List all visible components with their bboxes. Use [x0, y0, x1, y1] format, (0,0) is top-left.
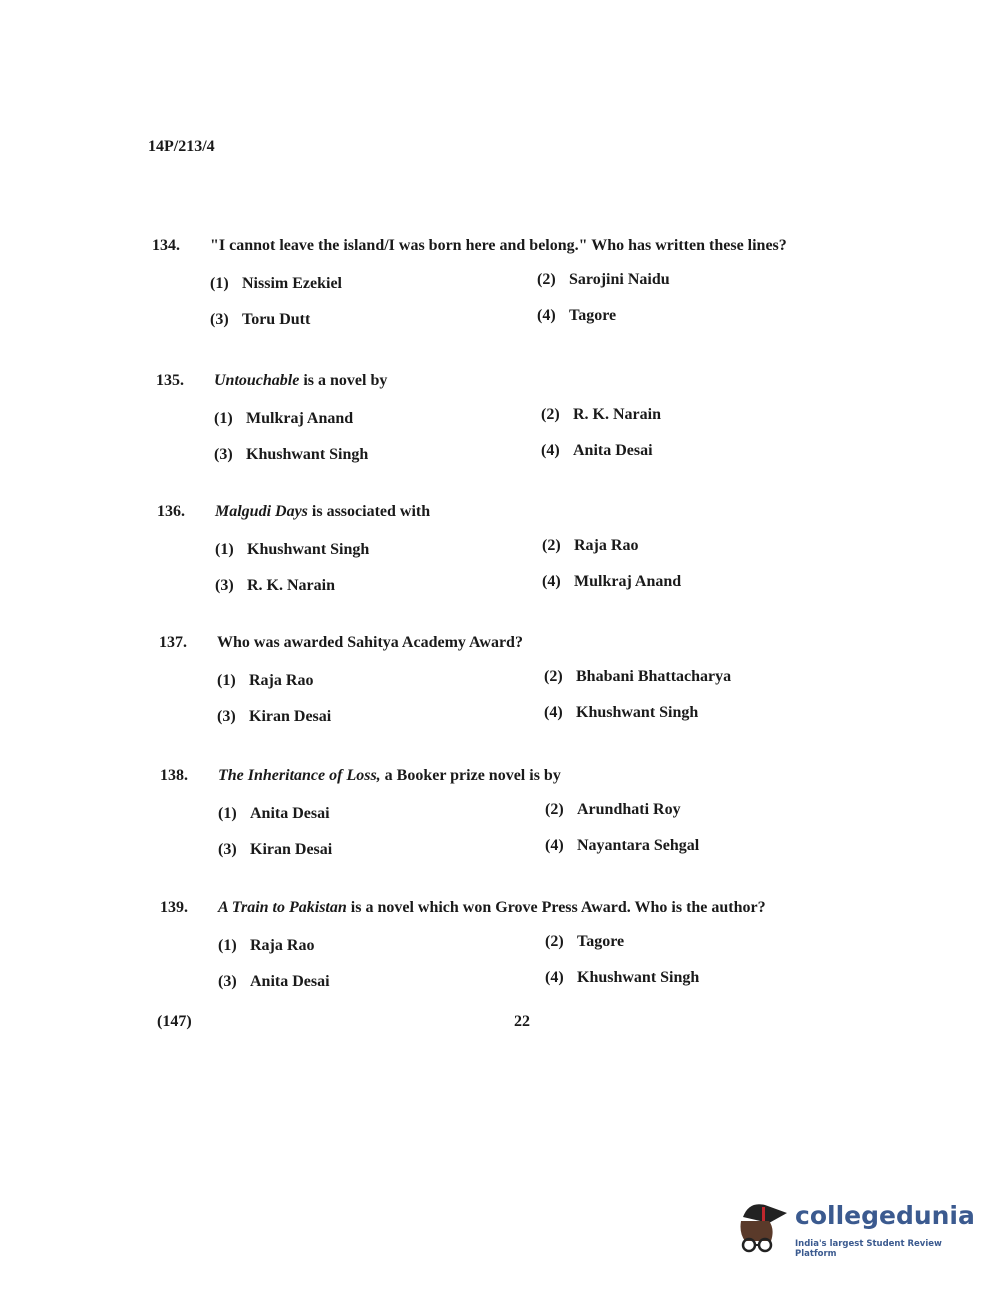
option-text: Raja Rao — [574, 537, 639, 554]
option-text: R. K. Narain — [573, 406, 661, 423]
footer-code: (147) — [157, 1013, 192, 1030]
option-text: Anita Desai — [573, 442, 653, 459]
question-134 — [152, 237, 892, 347]
option-number: (4) — [545, 837, 564, 854]
stem-title: A Train to Pakistan — [218, 899, 347, 916]
stem-title: Untouchable — [214, 372, 300, 389]
collegedunia-logo — [735, 1195, 975, 1265]
option-3 — [215, 577, 335, 595]
option-1 — [214, 410, 353, 428]
option-number: (3) — [218, 841, 237, 858]
question-number: 137. — [159, 634, 187, 651]
paper-code: 14P/213/4 — [148, 138, 215, 155]
stem-text: is a novel by — [299, 372, 388, 389]
option-number: (3) — [214, 446, 233, 463]
logo-wordmark: collegedunia — [795, 1201, 975, 1230]
question-137 — [159, 634, 899, 744]
option-4 — [537, 307, 616, 325]
question-138 — [160, 767, 900, 877]
option-1 — [215, 541, 369, 559]
option-number: (1) — [217, 672, 236, 689]
option-number: (1) — [214, 410, 233, 427]
option-number: (1) — [218, 937, 237, 954]
option-text: Khushwant Singh — [576, 704, 699, 721]
option-number: (1) — [210, 275, 229, 292]
option-number: (4) — [537, 307, 556, 324]
question-135 — [156, 372, 896, 482]
question-number: 138. — [160, 767, 188, 784]
question-number: 136. — [157, 503, 185, 520]
option-text: Mulkraj Anand — [574, 573, 682, 590]
option-text: Tagore — [577, 933, 625, 950]
question-stem — [210, 237, 787, 255]
option-text: Arundhati Roy — [577, 801, 681, 818]
option-number: (2) — [541, 406, 560, 423]
stem-text: "I cannot leave the island/I was born here and belong." Who has written these lines? — [210, 237, 787, 254]
question-139 — [160, 899, 900, 1009]
option-text: R. K. Narain — [247, 577, 335, 594]
stem-text: is associated with — [307, 503, 431, 520]
question-stem — [215, 503, 430, 521]
option-number: (2) — [544, 668, 563, 685]
option-text: Kiran Desai — [250, 841, 333, 858]
option-text: Nissim Ezekiel — [242, 275, 342, 292]
logo-tagline: India's largest Student Review Platform — [795, 1239, 942, 1259]
option-text: Anita Desai — [250, 805, 330, 822]
option-number: (3) — [215, 577, 234, 594]
option-number: (2) — [545, 801, 564, 818]
option-text: Mulkraj Anand — [246, 410, 354, 427]
option-number: (1) — [215, 541, 234, 558]
option-2 — [541, 406, 661, 424]
option-number: (3) — [217, 708, 236, 725]
question-stem — [218, 899, 766, 917]
option-text: Nayantara Sehgal — [577, 837, 700, 854]
question-stem — [218, 767, 561, 785]
option-1 — [217, 672, 313, 690]
option-text: Bhabani Bhattacharya — [576, 668, 732, 685]
option-text: Khushwant Singh — [246, 446, 369, 463]
option-4 — [542, 573, 681, 591]
option-number: (2) — [537, 271, 556, 288]
option-3 — [217, 708, 331, 726]
question-stem — [214, 372, 387, 390]
option-text: Kiran Desai — [249, 708, 332, 725]
option-2 — [537, 271, 670, 289]
option-4 — [541, 442, 653, 460]
stem-text: is a novel which won Grove Press Award. Who is the author? — [346, 899, 766, 916]
option-text: Khushwant Singh — [577, 969, 700, 986]
option-1 — [218, 805, 330, 823]
option-number: (3) — [210, 311, 229, 328]
page-number: 22 — [514, 1013, 530, 1030]
option-text: Sarojini Naidu — [569, 271, 670, 288]
option-1 — [218, 937, 314, 955]
option-text: Khushwant Singh — [247, 541, 370, 558]
option-4 — [544, 704, 698, 722]
mascot-icon — [735, 1195, 793, 1259]
stem-text: Who was awarded Sahitya Academy Award? — [217, 634, 523, 651]
stem-title: The Inheritance of Loss, — [218, 767, 381, 784]
question-number: 135. — [156, 372, 184, 389]
option-text: Anita Desai — [250, 973, 330, 990]
stem-title: Malgudi Days — [215, 503, 308, 520]
option-number: (3) — [218, 973, 237, 990]
option-text: Tagore — [569, 307, 617, 324]
option-3 — [214, 446, 368, 464]
question-number: 139. — [160, 899, 188, 916]
option-2 — [545, 933, 624, 951]
option-text: Raja Rao — [249, 672, 314, 689]
option-number: (4) — [544, 704, 563, 721]
option-text: Toru Dutt — [242, 311, 311, 328]
option-number: (4) — [542, 573, 561, 590]
option-3 — [218, 973, 330, 991]
option-2 — [544, 668, 731, 686]
option-number: (2) — [542, 537, 561, 554]
option-text: Raja Rao — [250, 937, 315, 954]
option-1 — [210, 275, 342, 293]
option-number: (1) — [218, 805, 237, 822]
question-136 — [157, 503, 897, 613]
option-4 — [545, 969, 699, 987]
option-3 — [210, 311, 310, 329]
question-stem — [217, 634, 523, 652]
option-2 — [545, 801, 681, 819]
option-3 — [218, 841, 332, 859]
stem-text: a Booker prize novel is by — [380, 767, 561, 784]
option-number: (4) — [545, 969, 564, 986]
question-number: 134. — [152, 237, 180, 254]
option-2 — [542, 537, 638, 555]
option-4 — [545, 837, 699, 855]
option-number: (4) — [541, 442, 560, 459]
option-number: (2) — [545, 933, 564, 950]
